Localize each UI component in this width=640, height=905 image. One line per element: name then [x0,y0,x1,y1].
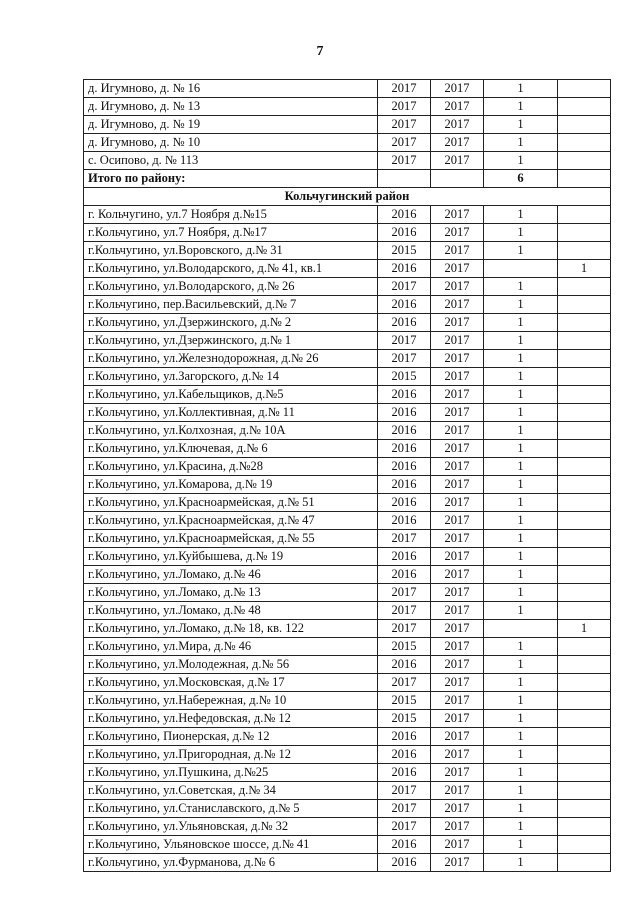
year-start-cell: 2016 [378,314,431,332]
address-cell: г.Кольчугино, ул.Володарского, д.№ 41, кв.1 [84,260,378,278]
address-cell: г.Кольчугино, ул.Комарова, д.№ 19 [84,476,378,494]
year-start-cell: 2017 [378,134,431,152]
table-row [84,692,611,710]
year-start-cell: 2017 [378,98,431,116]
address-cell: г.Кольчугино, ул.Фурманова, д.№ 6 [84,854,378,872]
table-row [84,620,611,638]
year-end-cell: 2017 [431,224,484,242]
count-extra-cell [558,134,611,152]
year-start-cell: 2016 [378,404,431,422]
address-cell: г.Кольчугино, ул.Красина, д.№28 [84,458,378,476]
address-cell: г.Кольчугино, ул.Красноармейская, д.№ 47 [84,512,378,530]
table-row [84,800,611,818]
count-extra-cell [558,692,611,710]
page-number: 7 [316,44,324,59]
year-start-cell: 2016 [378,566,431,584]
table-row [84,728,611,746]
table-body-summary [84,170,611,206]
address-cell: г.Кольчугино, ул.Ломако, д.№ 13 [84,584,378,602]
address-cell: г.Кольчугино, ул.7 Ноября, д.№17 [84,224,378,242]
total-label: Итого по району: [84,170,378,188]
address-cell: г.Кольчугино, ул.Дзержинского, д.№ 1 [84,332,378,350]
table-row [84,494,611,512]
count-cell [484,260,558,278]
table-row [84,674,611,692]
count-extra-cell [558,80,611,98]
count-extra-cell [558,368,611,386]
table-row [84,656,611,674]
housing-table [83,79,611,872]
count-extra-cell [558,314,611,332]
year-start-cell: 2017 [378,80,431,98]
year-start-cell: 2016 [378,440,431,458]
count-cell: 1 [484,746,558,764]
count-extra-cell [558,710,611,728]
year-start-cell: 2017 [378,278,431,296]
year-end-cell: 2017 [431,728,484,746]
table-row [84,350,611,368]
year-end-cell: 2017 [431,692,484,710]
year-start-cell: 2017 [378,152,431,170]
address-cell: г.Кольчугино, ул.Коллективная, д.№ 11 [84,404,378,422]
year-start-cell: 2015 [378,368,431,386]
year-end-cell: 2017 [431,260,484,278]
section-header-row [84,188,611,206]
table-row [84,458,611,476]
count-extra-cell [558,116,611,134]
address-cell: с. Осипово, д. № 113 [84,152,378,170]
count-extra-cell [558,296,611,314]
year-end-cell: 2017 [431,548,484,566]
count-cell: 1 [484,854,558,872]
table-row [84,404,611,422]
address-cell: г.Кольчугино, ул.Ключевая, д.№ 6 [84,440,378,458]
total-empty-cell [558,170,611,188]
count-extra-cell [558,656,611,674]
table-row [84,548,611,566]
count-extra-cell: 1 [558,620,611,638]
year-end-cell: 2017 [431,152,484,170]
address-cell: д. Игумново, д. № 10 [84,134,378,152]
count-extra-cell [558,206,611,224]
count-extra-cell: 1 [558,260,611,278]
year-end-cell: 2017 [431,566,484,584]
year-end-cell: 2017 [431,620,484,638]
address-cell: г.Кольчугино, ул.Володарского, д.№ 26 [84,278,378,296]
year-start-cell: 2016 [378,260,431,278]
address-cell: г.Кольчугино, ул.Набережная, д.№ 10 [84,692,378,710]
address-cell: г.Кольчугино, ул.Железнодорожная, д.№ 26 [84,350,378,368]
address-cell: г.Кольчугино, ул.Нефедовская, д.№ 12 [84,710,378,728]
count-extra-cell [558,404,611,422]
address-cell: д. Игумново, д. № 13 [84,98,378,116]
count-extra-cell [558,548,611,566]
table-row [84,854,611,872]
table-row [84,332,611,350]
year-start-cell: 2016 [378,224,431,242]
year-end-cell: 2017 [431,458,484,476]
address-cell: г.Кольчугино, ул.Дзержинского, д.№ 2 [84,314,378,332]
address-cell: г.Кольчугино, пер.Васильевский, д.№ 7 [84,296,378,314]
count-cell: 1 [484,116,558,134]
table-row [84,152,611,170]
year-start-cell: 2016 [378,656,431,674]
address-cell: г.Кольчугино, ул.Загорского, д.№ 14 [84,368,378,386]
year-start-cell: 2017 [378,584,431,602]
address-cell: г.Кольчугино, ул.Мира, д.№ 46 [84,638,378,656]
year-start-cell: 2017 [378,116,431,134]
table-row [84,386,611,404]
year-end-cell: 2017 [431,350,484,368]
year-start-cell: 2016 [378,548,431,566]
address-cell: г.Кольчугино, ул.Воровского, д.№ 31 [84,242,378,260]
year-start-cell: 2015 [378,692,431,710]
count-extra-cell [558,584,611,602]
count-extra-cell [558,98,611,116]
table-row [84,836,611,854]
address-cell: г.Кольчугино, Пионерская, д.№ 12 [84,728,378,746]
year-end-cell: 2017 [431,206,484,224]
count-extra-cell [558,350,611,368]
table-row [84,224,611,242]
year-start-cell: 2017 [378,332,431,350]
address-cell: г.Кольчугино, ул.Куйбышева, д.№ 19 [84,548,378,566]
count-cell: 1 [484,422,558,440]
address-cell: г.Кольчугино, ул.Московская, д.№ 17 [84,674,378,692]
section-title: Кольчугинский район [84,188,611,206]
count-cell: 1 [484,368,558,386]
address-cell: г. Кольчугино, ул.7 Ноября д.№15 [84,206,378,224]
count-cell: 1 [484,440,558,458]
year-end-cell: 2017 [431,494,484,512]
address-cell: г.Кольчугино, ул.Станиславского, д.№ 5 [84,800,378,818]
address-cell: г.Кольчугино, ул.Пушкина, д.№25 [84,764,378,782]
count-cell: 1 [484,494,558,512]
count-cell: 1 [484,584,558,602]
year-end-cell: 2017 [431,422,484,440]
count-cell: 1 [484,818,558,836]
count-cell: 1 [484,332,558,350]
year-start-cell: 2016 [378,836,431,854]
year-start-cell: 2017 [378,350,431,368]
count-extra-cell [558,818,611,836]
address-cell: г.Кольчугино, ул.Ломако, д.№ 18, кв. 122 [84,620,378,638]
address-cell: д. Игумново, д. № 16 [84,80,378,98]
table-row [84,116,611,134]
count-extra-cell [558,566,611,584]
address-cell: д. Игумново, д. № 19 [84,116,378,134]
count-cell: 1 [484,512,558,530]
total-value: 6 [484,170,558,188]
count-cell: 1 [484,710,558,728]
count-extra-cell [558,782,611,800]
year-end-cell: 2017 [431,368,484,386]
table-row [84,422,611,440]
year-end-cell: 2017 [431,404,484,422]
year-end-cell: 2017 [431,242,484,260]
address-cell: г.Кольчугино, ул.Ломако, д.№ 48 [84,602,378,620]
count-cell: 1 [484,386,558,404]
year-end-cell: 2017 [431,332,484,350]
count-cell: 1 [484,278,558,296]
count-cell: 1 [484,314,558,332]
year-end-cell: 2017 [431,386,484,404]
year-start-cell: 2016 [378,746,431,764]
count-cell: 1 [484,98,558,116]
count-extra-cell [558,638,611,656]
count-cell: 1 [484,80,558,98]
count-extra-cell [558,764,611,782]
table-row [84,314,611,332]
count-extra-cell [558,746,611,764]
year-end-cell: 2017 [431,656,484,674]
count-extra-cell [558,224,611,242]
count-cell: 1 [484,224,558,242]
count-cell: 1 [484,674,558,692]
address-cell: г.Кольчугино, ул.Пригородная, д.№ 12 [84,746,378,764]
year-start-cell: 2015 [378,242,431,260]
year-end-cell: 2017 [431,512,484,530]
table-row [84,782,611,800]
total-empty-cell [431,170,484,188]
count-cell: 1 [484,548,558,566]
count-extra-cell [558,530,611,548]
year-end-cell: 2017 [431,134,484,152]
count-cell [484,620,558,638]
count-extra-cell [558,476,611,494]
year-end-cell: 2017 [431,98,484,116]
count-cell: 1 [484,602,558,620]
year-start-cell: 2017 [378,800,431,818]
total-row [84,170,611,188]
count-cell: 1 [484,296,558,314]
year-end-cell: 2017 [431,638,484,656]
count-cell: 1 [484,800,558,818]
table-row [84,530,611,548]
address-cell: г.Кольчугино, ул.Колхозная, д.№ 10А [84,422,378,440]
table-row [84,242,611,260]
count-extra-cell [558,494,611,512]
table-row [84,602,611,620]
count-extra-cell [558,278,611,296]
count-extra-cell [558,440,611,458]
count-cell: 1 [484,152,558,170]
table-row [84,260,611,278]
year-start-cell: 2016 [378,728,431,746]
count-cell: 1 [484,134,558,152]
table-row [84,98,611,116]
year-end-cell: 2017 [431,836,484,854]
address-cell: г.Кольчугино, ул.Ломако, д.№ 46 [84,566,378,584]
year-start-cell: 2016 [378,386,431,404]
year-start-cell: 2016 [378,296,431,314]
address-cell: г.Кольчугино, ул.Красноармейская, д.№ 55 [84,530,378,548]
count-cell: 1 [484,638,558,656]
count-cell: 1 [484,692,558,710]
table-row [84,710,611,728]
count-cell: 1 [484,476,558,494]
year-start-cell: 2017 [378,818,431,836]
count-extra-cell [558,422,611,440]
total-empty-cell [378,170,431,188]
count-extra-cell [558,512,611,530]
count-cell: 1 [484,764,558,782]
count-extra-cell [558,602,611,620]
year-start-cell: 2016 [378,476,431,494]
year-start-cell: 2017 [378,530,431,548]
table-row [84,764,611,782]
table-row [84,818,611,836]
year-end-cell: 2017 [431,602,484,620]
count-cell: 1 [484,404,558,422]
count-extra-cell [558,152,611,170]
year-end-cell: 2017 [431,314,484,332]
year-end-cell: 2017 [431,530,484,548]
table-row [84,368,611,386]
count-cell: 1 [484,728,558,746]
year-end-cell: 2017 [431,116,484,134]
year-end-cell: 2017 [431,80,484,98]
year-start-cell: 2016 [378,764,431,782]
year-end-cell: 2017 [431,854,484,872]
table-row [84,566,611,584]
address-cell: г.Кольчугино, ул.Молодежная, д.№ 56 [84,656,378,674]
count-cell: 1 [484,350,558,368]
count-extra-cell [558,836,611,854]
year-end-cell: 2017 [431,296,484,314]
count-cell: 1 [484,530,558,548]
count-cell: 1 [484,782,558,800]
table-row [84,206,611,224]
count-extra-cell [558,458,611,476]
table-row [84,80,611,98]
year-end-cell: 2017 [431,800,484,818]
count-extra-cell [558,674,611,692]
year-end-cell: 2017 [431,710,484,728]
count-cell: 1 [484,242,558,260]
year-end-cell: 2017 [431,746,484,764]
year-start-cell: 2016 [378,512,431,530]
address-cell: г.Кольчугино, ул.Кабельщиков, д.№5 [84,386,378,404]
year-end-cell: 2017 [431,584,484,602]
table-row [84,440,611,458]
address-cell: г.Кольчугино, ул.Ульяновская, д.№ 32 [84,818,378,836]
year-start-cell: 2016 [378,854,431,872]
year-start-cell: 2016 [378,206,431,224]
year-start-cell: 2016 [378,494,431,512]
table-row [84,512,611,530]
year-end-cell: 2017 [431,818,484,836]
count-cell: 1 [484,206,558,224]
year-start-cell: 2017 [378,620,431,638]
count-cell: 1 [484,656,558,674]
year-start-cell: 2017 [378,602,431,620]
table-row [84,296,611,314]
year-start-cell: 2015 [378,638,431,656]
year-end-cell: 2017 [431,476,484,494]
table-row [84,638,611,656]
count-extra-cell [558,728,611,746]
count-extra-cell [558,854,611,872]
year-start-cell: 2016 [378,458,431,476]
year-end-cell: 2017 [431,278,484,296]
count-cell: 1 [484,836,558,854]
table-row [84,584,611,602]
count-extra-cell [558,386,611,404]
table-row [84,746,611,764]
address-cell: г.Кольчугино, ул.Красноармейская, д.№ 51 [84,494,378,512]
year-end-cell: 2017 [431,782,484,800]
address-cell: г.Кольчугино, ул.Советская, д.№ 34 [84,782,378,800]
count-cell: 1 [484,458,558,476]
year-start-cell: 2016 [378,422,431,440]
table-body-top [84,80,611,170]
year-start-cell: 2015 [378,710,431,728]
table-body-main [84,206,611,872]
count-extra-cell [558,242,611,260]
address-cell: г.Кольчугино, Ульяновское шоссе, д.№ 41 [84,836,378,854]
count-extra-cell [558,332,611,350]
year-end-cell: 2017 [431,440,484,458]
count-cell: 1 [484,566,558,584]
table-row [84,278,611,296]
table-row [84,476,611,494]
year-start-cell: 2017 [378,782,431,800]
year-end-cell: 2017 [431,674,484,692]
year-end-cell: 2017 [431,764,484,782]
count-extra-cell [558,800,611,818]
year-start-cell: 2017 [378,674,431,692]
table-row [84,134,611,152]
